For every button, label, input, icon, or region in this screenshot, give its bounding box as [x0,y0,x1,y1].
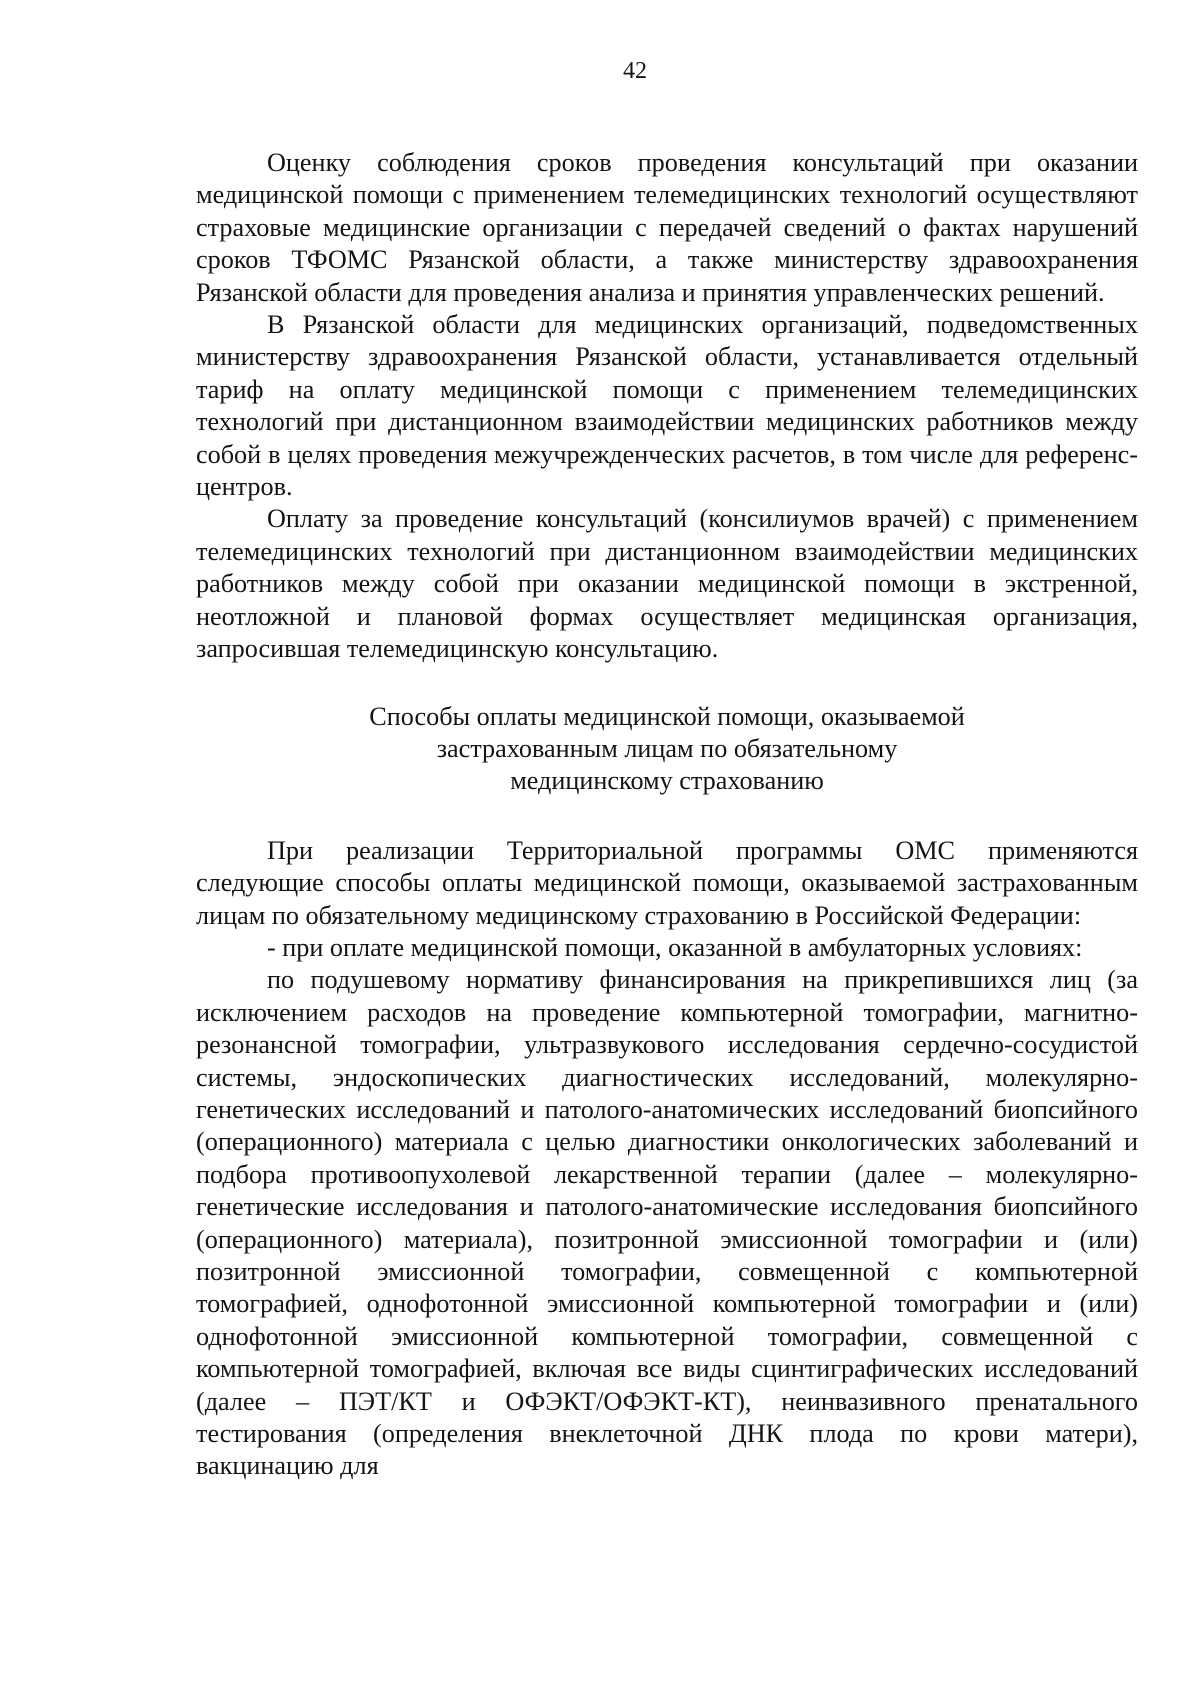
payment-methods-section [196,835,1138,1483]
paragraph-consultation-timing: Оценку соблюдения сроков проведения консультаций при оказании медицинской помощи с применением телемедицинских технологий осуществляют страховые медицинские организации с передачей сведений о фактах нарушений сроков ТФОМС Рязанской области, а также министерству здравоохранения Рязанской области для проведения анализа и принятия управленческих решений. [196,148,1138,307]
section-heading [196,701,1138,798]
paragraph-payment-methods-intro: При реализации Территориальной программы ОМС применяются следующие способы оплаты медицинской помощи, оказываемой застрахованным лицам по обязательному медицинскому страхованию в Российской Федерации: [196,835,1138,930]
paragraph-outpatient-item: - при оплате медицинской помощи, оказанной в амбулаторных условиях: [267,932,1083,962]
section-heading-line: медицинскому страхованию [510,766,824,796]
paragraph-per-capita-standard: по подушевому нормативу финансирования на прикрепившихся лиц (за исключением расходов на проведение компьютерной томографии, магнитно-резонансной томографии, ультразвукового исследования сердечно-сосудистой системы, эндоскопических диагностических исследований, молекулярно-генетических исследований и патолого-анатомических исследований биопсийного (операционного) материала с целью диагностики онкологических заболеваний и подбора противоопухолевой лекарственной терапии (далее – молекулярно-генетические исследования и патолого-анатомические исследования биопсийного (операционного) материала), позитронной эмиссионной томографии и (или) позитронной эмиссионной томографии, совмещенной с компьютерной томографией, однофотонной эмиссионной компьютерной томографии и (или) однофотонной эмиссионной компьютерной томографии, совмещенной с компьютерной томографией, включая все виды сцинтиграфических исследований (далее – ПЭТ/КТ и ОФЭКТ/ОФЭКТ-КТ), неинвазивного пренатального тестирования (определения внеклеточной ДНК плода по крови матери), вакцинацию для [196,965,1138,1481]
paragraph-consultation-payment: Оплату за проведение консультаций (консилиумов врачей) с применением телемедицинских технологий при дистанционном взаимодействии медицинских работников между собой при оказании медицинской помощи в экстренной, неотложной и плановой формах осуществляет медицинская организация, запросившая телемедицинскую консультацию. [196,504,1138,664]
document-body [196,147,1138,1483]
paragraph-telemedicine-tariff: В Рязанской области для медицинских организаций, подведомственных министерству здравоохранения Рязанской области, устанавливается отдельный тариф на оплату медицинской помощи с применением телемедицинских технологий при дистанционном взаимодействии медицинских работников между собой в целях проведения межучрежденческих расчетов, в том числе для референс-центров. [196,310,1138,502]
section-heading-line: застрахованным лицам по обязательному [436,733,898,763]
page-number: 42 [623,58,647,84]
section-heading-line: Способы оплаты медицинской помощи, оказываемой [369,701,965,731]
